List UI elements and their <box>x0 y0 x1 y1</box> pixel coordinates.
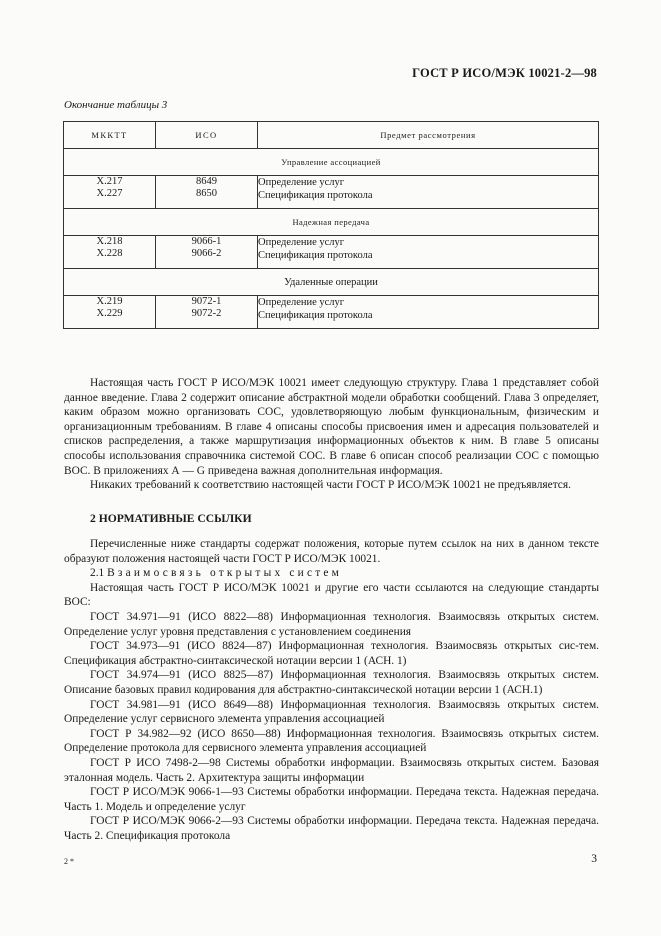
subject-text: Определение услуг <box>258 297 345 308</box>
table-row <box>64 176 599 209</box>
subsection-title: Взаимосвязь открытых систем <box>107 567 343 580</box>
subject-text: Спецификация протокола <box>258 310 373 321</box>
reference-item: ГОСТ Р 34.982—92 (ИСО 8650—88) Информационная технология. Взаимосвязь открытых систем. Определение протокола для сервисного элемента управления ассоциацией <box>64 727 599 755</box>
page-number: 3 <box>591 853 597 865</box>
structure-text <box>64 376 599 493</box>
subject-cell <box>258 176 599 209</box>
reference-item: ГОСТ Р ИСО 7498-2—98 Системы обработки информации. Взаимосвязь открытых систем. Базовая эталонная модель. Часть 2. Архитектура защиты информации <box>64 756 599 784</box>
reference-item: ГОСТ 34.971—91 (ИСО 8822—88) Информационная технология. Взаимосвязь открытых систем. Определение услуг уровня представления с установлением соединения <box>64 610 599 638</box>
iso-cell <box>156 176 258 209</box>
reference-item: ГОСТ 34.974—91 (ИСО 8825—87) Информационная технология. Взаимосвязь открытых систем. Описание базовых правил кодирования для абстрактно-синтаксической нотации версии 1 (АСН.1) <box>64 669 599 696</box>
subsection-heading <box>64 566 599 581</box>
iso-code: 8650 <box>196 188 217 199</box>
paragraph: Никаких требований к соответствию настоящей части ГОСТ Р ИСО/МЭК 10021 не предъявляется. <box>90 479 571 492</box>
mkktt-code: X.229 <box>96 308 123 319</box>
mkktt-code: X.218 <box>96 236 123 247</box>
iso-code: 9072-1 <box>191 296 222 307</box>
iso-code: 8649 <box>196 176 217 187</box>
mkktt-cell <box>64 296 156 329</box>
header-mkktt: МККТТ <box>64 122 156 149</box>
iso-cell <box>156 296 258 329</box>
table-caption: Окончание таблицы 3 <box>64 99 168 111</box>
section-title: Надежная передача <box>64 209 599 236</box>
reference-item: ГОСТ Р ИСО/МЭК 9066-1—93 Системы обработки информации. Передача текста. Надежная передача. Часть 1. Модель и определение услуг <box>64 786 599 813</box>
table-section-row <box>64 149 599 176</box>
table-section-row <box>64 209 599 236</box>
iso-cell <box>156 236 258 269</box>
table-row <box>64 296 599 329</box>
mkktt-code: X.228 <box>96 248 123 259</box>
mkktt-cell <box>64 176 156 209</box>
subsection-number: 2.1 <box>90 567 105 580</box>
paragraph: Настоящая часть ГОСТ Р ИСО/МЭК 10021 имеет следующую структуру. Глава 1 представляет собой данное введение. Глава 2 содержит описание абстрактной модели обработки сообщений. Глава 3 определяет, каким образом можно организовать СОС, удовлетворяющую любым функциональным, физическим и организационным требованиям. В главе 4 описаны способы присвоения имен и адресация пользователей и списков распределения, а также маршрутизация информационных объектов к ним. В главе 5 описаны способы использования справочника системой СОС. В главе 6 описан способ реализации СОС с помощью ВОС. В приложениях А — G приведена важная дополнительная информация. <box>64 377 599 477</box>
header-iso: ИСО <box>156 122 258 149</box>
iso-code: 9066-2 <box>191 248 222 259</box>
reference-item: ГОСТ 34.973—91 (ИСО 8824—87) Информационная технология. Взаимосвязь открытых сис-тем. Спецификация абстрактно-синтаксической нотации версии 1 (АСН. 1) <box>64 640 599 667</box>
table-section-row <box>64 269 599 296</box>
mkktt-cell <box>64 236 156 269</box>
subject-cell <box>258 236 599 269</box>
subject-text: Определение услуг <box>258 177 345 188</box>
iso-code: 9072-2 <box>191 308 222 319</box>
document-header: ГОСТ Р ИСО/МЭК 10021-2—98 <box>412 66 597 80</box>
header-subject: Предмет рассмотрения <box>258 122 599 149</box>
mkktt-code: X.217 <box>96 176 123 187</box>
paragraph: Настоящая часть ГОСТ Р ИСО/МЭК 10021 и другие его части ссылаются на следующие стандарты ВОС: <box>64 581 599 609</box>
subject-text: Спецификация протокола <box>258 190 373 201</box>
paragraph: Перечисленные ниже стандарты содержат положения, которые путем ссылок на них в данном тексте образуют положения настоящей части ГОСТ Р ИСО/МЭК 10021. <box>64 538 599 565</box>
section-heading: 2 НОРМАТИВНЫЕ ССЫЛКИ <box>90 512 252 525</box>
subject-text: Спецификация протокола <box>258 250 373 261</box>
table-row <box>64 236 599 269</box>
iso-code: 9066-1 <box>191 236 222 247</box>
reference-item: ГОСТ Р ИСО/МЭК 9066-2—93 Системы обработки информации. Передача текста. Надежная передача. Часть 2. Спецификация протокола <box>64 815 599 842</box>
table-header-row <box>64 122 599 149</box>
reference-item: ГОСТ 34.981—91 (ИСО 8649—88) Информационная технология. Взаимосвязь открытых систем. Определение услуг сервисного элемента управления ассоциацией <box>64 698 599 726</box>
subject-cell <box>258 296 599 329</box>
standards-table <box>63 121 599 329</box>
mkktt-code: X.227 <box>96 188 123 199</box>
section-title: Управление ассоциацией <box>64 149 599 176</box>
mkktt-code: X.219 <box>96 296 123 307</box>
section-title: Удаленные операции <box>64 269 599 296</box>
footer-mark: 2 * <box>64 857 74 866</box>
subject-text: Определение услуг <box>258 237 345 248</box>
references-text <box>64 537 599 843</box>
